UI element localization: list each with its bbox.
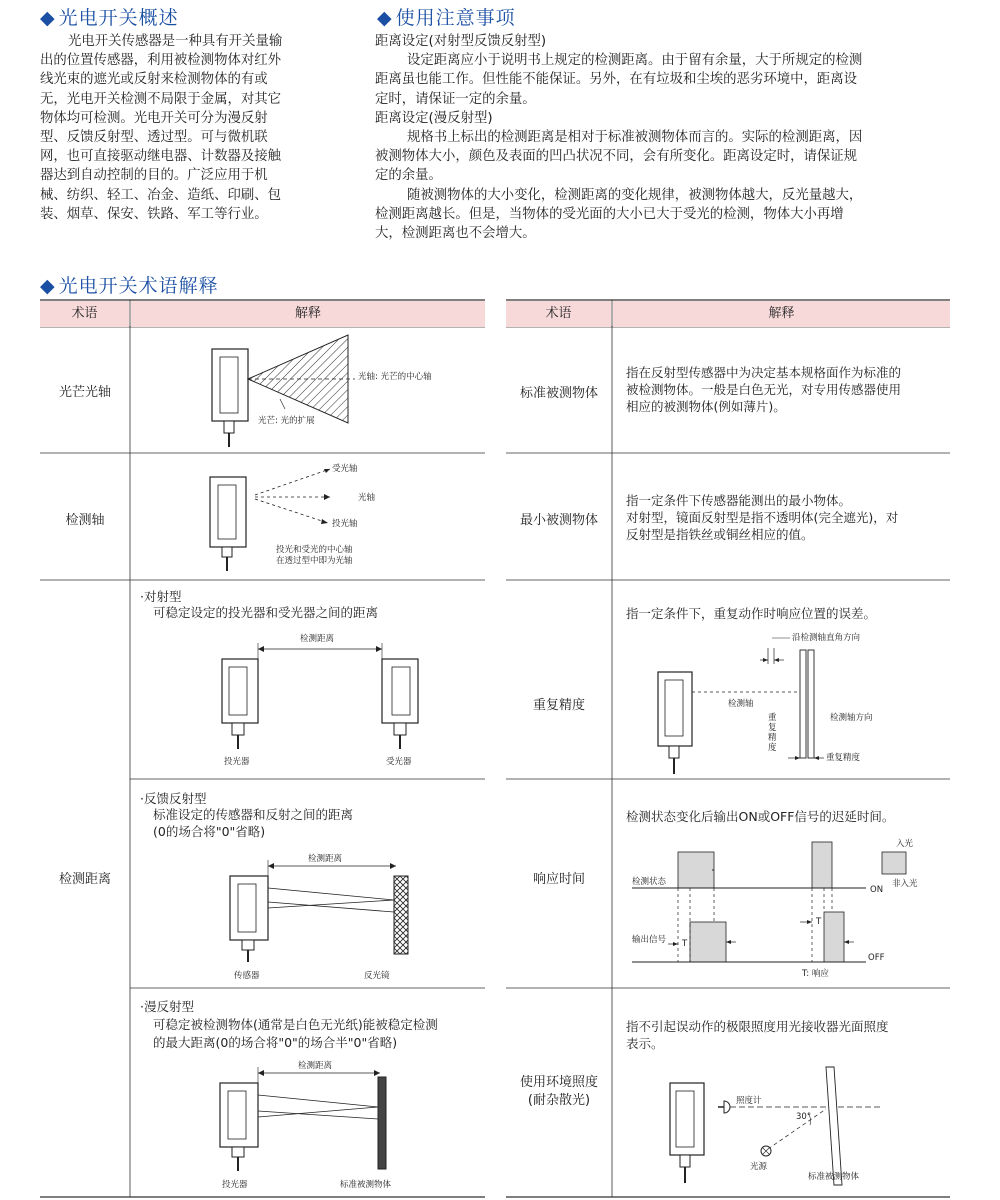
retro-dist-label: 检测距离 [308, 854, 343, 864]
retro-diagram [130, 840, 485, 988]
ambient-meter: 照度计 [736, 1096, 762, 1106]
axis-emit-label: 投光轴 [332, 519, 358, 529]
retro-desc1: 标准设定的传感器和反射之间的距离 [153, 807, 354, 822]
notes-heading: ◆ 使用注意事项 [377, 7, 516, 29]
through-emitter: 投光器 [224, 757, 250, 767]
diffuse-target: 标准被测物体 [340, 1180, 392, 1190]
diamond-icon: ◆ [40, 275, 56, 297]
term-response: 响应时间 [532, 872, 585, 887]
diamond-icon: ◆ [40, 7, 56, 29]
axis-diagram [130, 453, 490, 580]
repeat-desc: 指一定条件下，重复动作时响应位置的误差。 [626, 606, 877, 621]
overview-heading: ◆ 光电开关概述 [40, 7, 179, 29]
overview-text: 光电开关传感器是一种具有开关量输 出的位置传感器，利用被检测物体对红外 线光束的遮光或反射来检测物体的有或 无，光电开关检测不局限于金属，对其它 物体均可检测。光电开关可分为漫反射 型、反馈反射型、透过型。可与微机联 网，也可直接驱动继电器、计数器及接触 器达到自动控制的目的。广泛应用于机 械、纺织、轻工、冶金、造纸、印刷、包 装、烟草、保安、铁路、军工等行业。 [40, 34, 283, 222]
response-state-label: 检测状态 [632, 877, 667, 887]
repeat-axis-label: 检测轴 [728, 699, 754, 709]
repeat-vert-0: 重 [768, 713, 777, 723]
axis-note1: 投光和受光的中心轴 [276, 545, 353, 555]
term-axis: 检测轴 [65, 513, 105, 528]
term-minimum: 最小被测物体 [519, 513, 598, 528]
term-beam: 光芒光轴 [58, 385, 111, 400]
repeat-diagram [612, 620, 950, 780]
term-repeat: 重复精度 [532, 698, 585, 713]
diamond-icon: ◆ [377, 7, 393, 29]
retro-title: ·反馈反射型 [140, 791, 207, 806]
through-desc: 可稳定设定的投光器和受光器之间的距离 [153, 605, 379, 620]
diffuse-title: ·漫反射型 [140, 999, 194, 1014]
col-term-left: 术语 [40, 301, 129, 327]
response-no-light: 非入光 [892, 879, 918, 889]
repeat-dir-label: 检测轴方向 [830, 713, 873, 723]
retro-sensor: 传感器 [234, 971, 260, 981]
through-diagram [130, 625, 485, 775]
response-on: ON [870, 885, 884, 895]
response-desc: 检测状态变化后输出ON或OFF信号的迟延时间。 [626, 809, 895, 824]
terms-heading: ◆ 光电开关术语解释 [40, 275, 219, 297]
through-title: ·对射型 [140, 589, 182, 604]
diffuse-diagram [130, 1055, 485, 1195]
response-in-light: 入光 [896, 839, 914, 849]
standard-desc: 指在反射型传感器中为决定基本规格面作为标准的 被检测物体。一般是白色无光，对专用传感器使用 相应的被测物体(例如薄片)。 [626, 365, 902, 414]
response-t1: T [682, 939, 688, 949]
axis-recv-label: 受光轴 [332, 464, 358, 474]
diffuse-emitter: 投光器 [222, 1180, 248, 1190]
col-term-right: 术语 [506, 301, 611, 327]
term-standard: 标准被测物体 [519, 386, 598, 401]
retro-desc2: (0的场合将"0"省略) [153, 824, 266, 839]
col-expl-right: 解释 [613, 301, 950, 327]
response-t2: T [816, 917, 822, 927]
diffuse-desc1: 可稳定被检测物体(通常是白色无光纸)能被稳定检测 [153, 1017, 438, 1032]
repeat-bottom-label: 重复精度 [826, 753, 861, 763]
ambient-diagram [612, 1055, 950, 1195]
notes-sub1: 距离设定(对射型反馈反射型) [375, 34, 547, 49]
notes-text: 距离设定(对射型反馈反射型) 设定距离应小于说明书上规定的检测距离。由于留有余量，大于所规定的检测 距离虽也能工作。但性能不能保证。另外，在有垃圾和尘埃的恶劣环境中，距离设 定时，请保证一定的余量。 距离设定(漫反射型) 规格书上标出的检测距离是相对于标准被测物体而言的。实际的检测距离，因 被测物体大小，颜色及表面的凹凸状况不同，会有所变化。距离设定时，请保证规 定的余量。 随被测物体的大小变化，检测距离的变化规律，被测物体越大，反光量越大， 检测距离越长。但是，当物体的受光面的大小已大于受光的检测，物体大小再增 大，检测距离也不会增大。 [375, 32, 960, 243]
term-ambient: 使用环境照度 (耐杂散光) [519, 1075, 598, 1108]
repeat-vert-3: 度 [768, 743, 777, 753]
retro-reflector: 反光镜 [364, 971, 390, 981]
response-off: OFF [868, 953, 885, 963]
minimum-desc: 指一定条件下传感器能测出的最小物体。 对射型，镜面反射型是指不透明体(完全遮光)，对 反射型是指铁丝或铜丝相应的值。 [626, 493, 899, 542]
repeat-perp-label: 沿检测轴直角方向 [792, 633, 861, 643]
ambient-source: 光源 [750, 1162, 768, 1172]
diffuse-dist-label: 检测距离 [298, 1061, 333, 1071]
through-receiver: 受光器 [386, 757, 412, 767]
repeat-vert-2: 精 [768, 733, 777, 743]
ambient-desc: 指不引起误动作的极限照度用光接收器光面照度 表示。 [626, 1019, 889, 1051]
notes-sub2: 距离设定(漫反射型) [375, 110, 493, 126]
response-output-label: 输出信号 [632, 935, 667, 945]
through-dist-label: 检测距离 [300, 634, 335, 644]
beam-diagram [130, 327, 490, 453]
beam-axis-label: 光轴: 光芒的中心轴 [358, 372, 432, 382]
axis-axis-label: 光轴 [358, 493, 376, 503]
response-t-note: T: 响应 [802, 969, 829, 979]
diffuse-desc2: 的最大距离(0的场合将"0"的场合半"0"省略) [153, 1035, 398, 1050]
ambient-angle: 30° [796, 1112, 812, 1122]
term-distance: 检测距离 [58, 872, 111, 887]
repeat-vert-1: 复 [768, 723, 777, 733]
col-expl-left: 解释 [131, 301, 485, 327]
ambient-target: 标准被测物体 [808, 1172, 860, 1182]
response-diagram [612, 830, 950, 990]
axis-note2: 在透过型中即为光轴 [276, 556, 353, 566]
beam-spread-label: 光芒: 光的扩展 [258, 416, 315, 426]
